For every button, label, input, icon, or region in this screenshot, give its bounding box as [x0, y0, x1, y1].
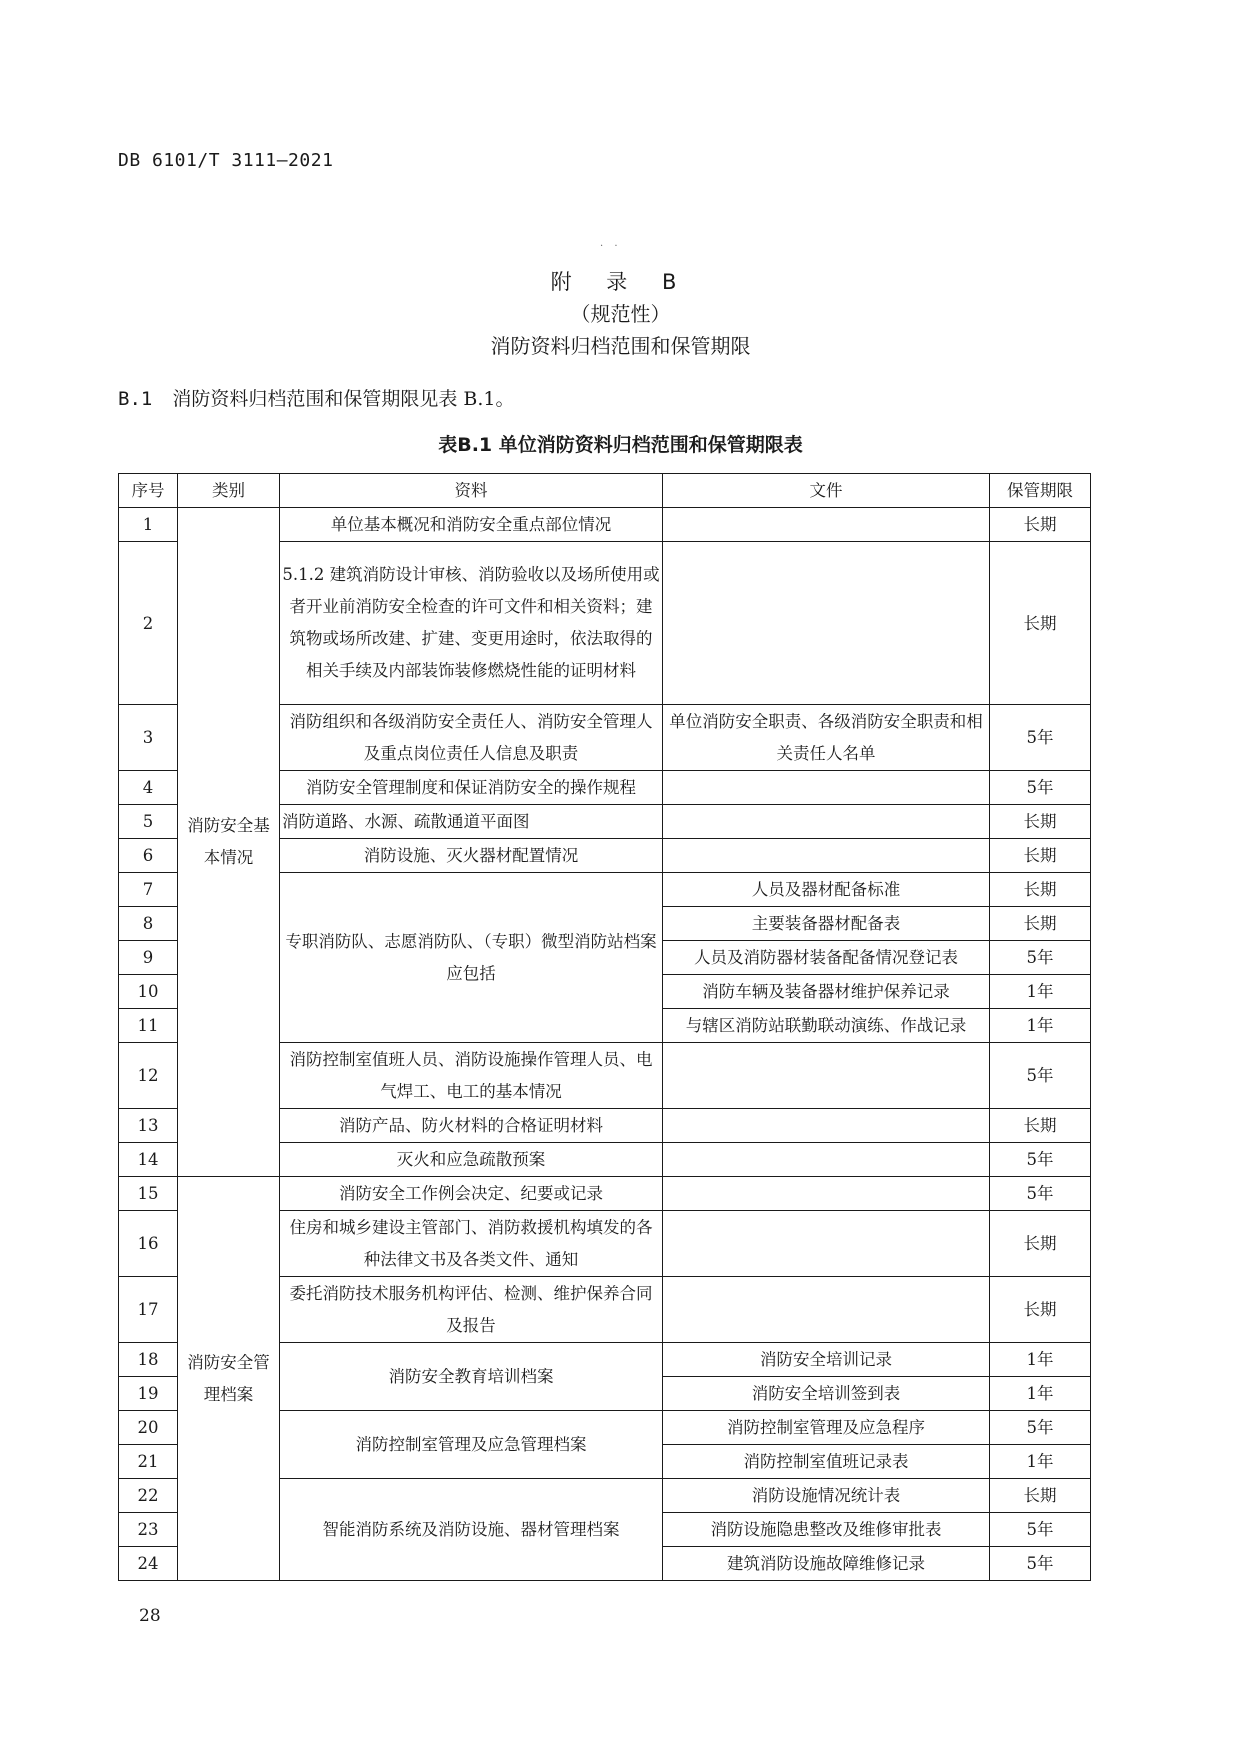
table-title: 表B.1 单位消防资料归档范围和保管期限表 — [438, 434, 803, 456]
appendix-type: （规范性） — [570, 302, 671, 326]
row-number: 21 — [119, 1445, 178, 1479]
period-cell: 1年 — [990, 1009, 1091, 1043]
file-cell — [663, 771, 990, 805]
archive-table — [118, 473, 1091, 1581]
material-cell: 消防道路、水源、疏散通道平面图 — [280, 805, 663, 839]
row-number: 22 — [119, 1479, 178, 1513]
row-number: 16 — [119, 1211, 178, 1277]
file-cell: 与辖区消防站联勤联动演练、作战记录 — [663, 1009, 990, 1043]
row-number: 11 — [119, 1009, 178, 1043]
period-cell: 长期 — [990, 1109, 1091, 1143]
row-number: 15 — [119, 1177, 178, 1211]
period-cell: 1年 — [990, 1377, 1091, 1411]
file-cell: 主要装备器材配备表 — [663, 907, 990, 941]
period-cell: 5年 — [990, 705, 1091, 771]
period-cell: 5年 — [990, 1143, 1091, 1177]
file-cell: 消防控制室管理及应急程序 — [663, 1411, 990, 1445]
period-cell: 1年 — [990, 1343, 1091, 1377]
file-cell: 消防设施隐患整改及维修审批表 — [663, 1513, 990, 1547]
page-number: 28 — [139, 1606, 161, 1626]
row-number: 20 — [119, 1411, 178, 1445]
row-number: 12 — [119, 1043, 178, 1109]
row-number: 9 — [119, 941, 178, 975]
header-cell-period: 保管期限 — [990, 474, 1091, 508]
clause-number: B.1 — [118, 388, 153, 410]
header-cell-material: 资料 — [280, 474, 663, 508]
file-cell: 人员及消防器材装备配备情况登记表 — [663, 941, 990, 975]
file-cell — [663, 542, 990, 705]
file-cell — [663, 1211, 990, 1277]
period-cell: 5年 — [990, 1411, 1091, 1445]
header-cell-category: 类别 — [178, 474, 280, 508]
row-number: 8 — [119, 907, 178, 941]
material-cell: 消防控制室管理及应急管理档案 — [280, 1411, 663, 1479]
row-number: 10 — [119, 975, 178, 1009]
row-number: 3 — [119, 705, 178, 771]
clause-text: 消防资料归档范围和保管期限见表 B.1。 — [172, 388, 515, 410]
table-header-row — [119, 474, 1091, 508]
material-cell: 5.1.2 建筑消防设计审核、消防验收以及场所使用或者开业前消防安全检查的许可文件和相关资料；建筑物或场所改建、扩建、变更用途时，依法取得的相关手续及内部装饰装修燃烧性能的证明材料 — [280, 542, 663, 705]
document-code: DB 6101/T 3111—2021 — [118, 150, 334, 171]
header-cell-no: 序号 — [119, 474, 178, 508]
file-cell — [663, 839, 990, 873]
period-cell: 1年 — [990, 975, 1091, 1009]
material-cell: 单位基本概况和消防安全重点部位情况 — [280, 508, 663, 542]
material-cell: 灭火和应急疏散预案 — [280, 1143, 663, 1177]
appendix-title: 附 录 B — [550, 270, 691, 294]
period-cell: 长期 — [990, 1277, 1091, 1343]
period-cell: 1年 — [990, 1445, 1091, 1479]
row-number: 13 — [119, 1109, 178, 1143]
row-number: 14 — [119, 1143, 178, 1177]
table-row — [119, 1177, 1091, 1211]
file-cell: 消防设施情况统计表 — [663, 1479, 990, 1513]
period-cell: 5年 — [990, 1043, 1091, 1109]
material-cell: 消防安全工作例会决定、纪要或记录 — [280, 1177, 663, 1211]
material-cell: 消防产品、防火材料的合格证明材料 — [280, 1109, 663, 1143]
row-number: 23 — [119, 1513, 178, 1547]
period-cell: 5年 — [990, 771, 1091, 805]
period-cell: 长期 — [990, 508, 1091, 542]
file-cell: 消防安全培训记录 — [663, 1343, 990, 1377]
file-cell — [663, 1043, 990, 1109]
row-number: 4 — [119, 771, 178, 805]
period-cell: 长期 — [990, 873, 1091, 907]
file-cell — [663, 1109, 990, 1143]
file-cell: 人员及器材配备标准 — [663, 873, 990, 907]
row-number: 24 — [119, 1547, 178, 1581]
table-row — [119, 508, 1091, 542]
header-cell-file: 文件 — [663, 474, 990, 508]
row-number: 17 — [119, 1277, 178, 1343]
row-number: 7 — [119, 873, 178, 907]
material-cell: 消防控制室值班人员、消防设施操作管理人员、电气焊工、电工的基本情况 — [280, 1043, 663, 1109]
category-cell: 消防安全管理档案 — [178, 1177, 280, 1581]
file-cell — [663, 1277, 990, 1343]
file-cell — [663, 805, 990, 839]
period-cell: 长期 — [990, 1479, 1091, 1513]
material-cell: 委托消防技术服务机构评估、检测、维护保养合同及报告 — [280, 1277, 663, 1343]
file-cell: 单位消防安全职责、各级消防安全职责和相关责任人名单 — [663, 705, 990, 771]
file-cell — [663, 508, 990, 542]
row-number: 1 — [119, 508, 178, 542]
material-cell: 消防安全教育培训档案 — [280, 1343, 663, 1411]
material-cell: 消防设施、灭火器材配置情况 — [280, 839, 663, 873]
category-cell: 消防安全基本情况 — [178, 508, 280, 1177]
period-cell: 长期 — [990, 907, 1091, 941]
period-cell: 长期 — [990, 805, 1091, 839]
file-cell — [663, 1143, 990, 1177]
row-number: 18 — [119, 1343, 178, 1377]
row-number: 5 — [119, 805, 178, 839]
period-cell: 长期 — [990, 839, 1091, 873]
period-cell: 5年 — [990, 941, 1091, 975]
row-number: 6 — [119, 839, 178, 873]
material-cell: 消防安全管理制度和保证消防安全的操作规程 — [280, 771, 663, 805]
period-cell: 5年 — [990, 1513, 1091, 1547]
period-cell: 长期 — [990, 542, 1091, 705]
clause-b1 — [118, 384, 514, 411]
period-cell: 5年 — [990, 1177, 1091, 1211]
decorative-dots: . . — [600, 238, 622, 249]
file-cell — [663, 1177, 990, 1211]
file-cell: 消防安全培训签到表 — [663, 1377, 990, 1411]
row-number: 19 — [119, 1377, 178, 1411]
file-cell: 消防控制室值班记录表 — [663, 1445, 990, 1479]
material-cell: 消防组织和各级消防安全责任人、消防安全管理人及重点岗位责任人信息及职责 — [280, 705, 663, 771]
file-cell: 消防车辆及装备器材维护保养记录 — [663, 975, 990, 1009]
material-cell: 智能消防系统及消防设施、器材管理档案 — [280, 1479, 663, 1581]
period-cell: 长期 — [990, 1211, 1091, 1277]
row-number: 2 — [119, 542, 178, 705]
material-cell: 住房和城乡建设主管部门、消防救援机构填发的各种法律文书及各类文件、通知 — [280, 1211, 663, 1277]
period-cell: 5年 — [990, 1547, 1091, 1581]
material-cell: 专职消防队、志愿消防队、（专职）微型消防站档案应包括 — [280, 873, 663, 1043]
file-cell: 建筑消防设施故障维修记录 — [663, 1547, 990, 1581]
appendix-name: 消防资料归档范围和保管期限 — [490, 334, 751, 358]
